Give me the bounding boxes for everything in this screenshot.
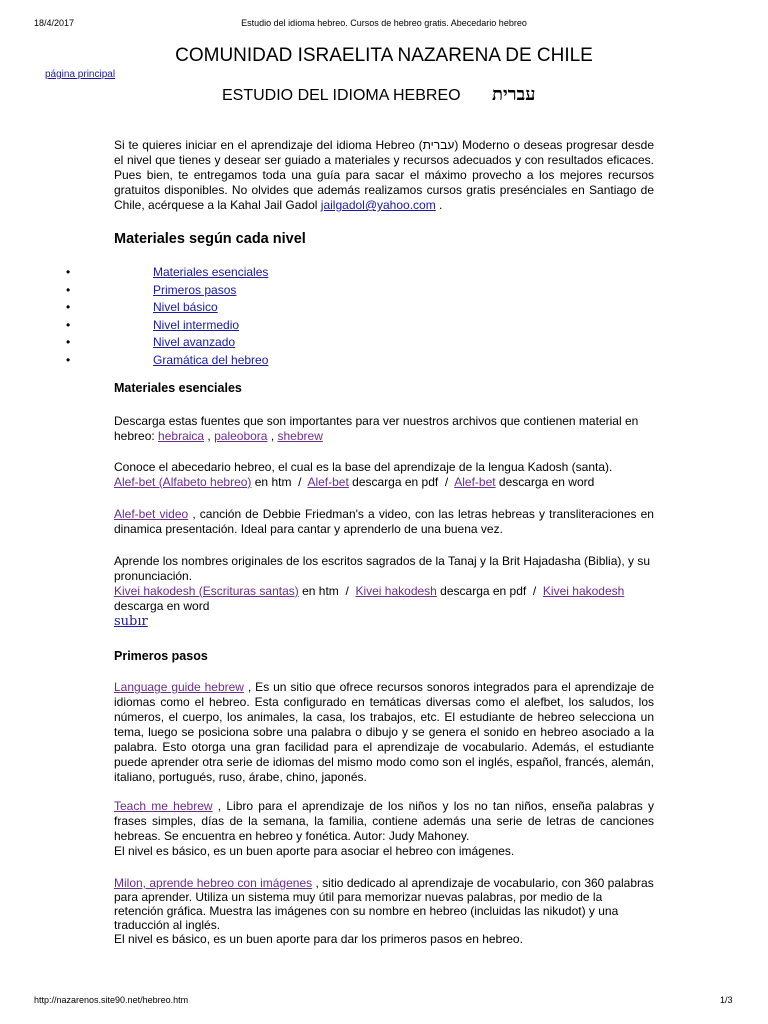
teach-me-level: El nivel es básico, es un buen aporte para asociar el hebreo con imágenes. (114, 844, 515, 858)
page-subtitle: ESTUDIO DEL IDIOMA HEBREO (222, 87, 461, 104)
bullet: • (66, 335, 71, 349)
alefbet-links-line (114, 475, 654, 490)
descarga-pdf-text: descarga en pdf / (348, 475, 455, 489)
bullet: • (66, 317, 71, 332)
kivei-word-text: descarga en word (114, 599, 210, 613)
menu-link-esenciales[interactable]: Materiales esenciales (153, 265, 269, 279)
language-guide-text: , Es un sitio que ofrece recursos sonoros integrados para el aprendizaje de idiomas como el hebreo. Esta configurado en temáticas diversas como el alefbet, los saludos, los números, el cuerpo, los animales, la casa, los trabajos, etc. El estudiante de hebreo selecciona un tema, luego se posiciona sobre una palabra o dibujo y se genera el sonido en hebreo asociado a la palabra. Esto otorga una gran facilidad para el aprendizaje de vocabulario. Además, el estudiante puede aprender otra serie de idiomas del mismo modo como son el inglés, español, francés, alemán, italiano, portugués, ruso, árabe, chino, japonés. (114, 680, 655, 784)
bullet: • (66, 352, 71, 367)
alefbet-video-link[interactable]: Alef-bet video (114, 507, 189, 521)
font-link-hebraica[interactable]: hebraica (158, 429, 205, 443)
descarga-word-text: descarga en word (495, 475, 595, 489)
back-to-top-link[interactable]: subır (114, 614, 148, 629)
milon-level: El nivel es básico, es un buen aporte para dar los primeros pasos en hebreo. (114, 932, 523, 946)
hebrew-subtitle: עברית (492, 84, 536, 105)
milon-link[interactable]: Milon, aprende hebreo con imágenes (114, 876, 313, 890)
teach-me-paragraph (114, 799, 654, 859)
kivei-pdf-link[interactable]: Kivei hakodesh (355, 584, 437, 598)
email-link[interactable]: jailgadol@yahoo.com (320, 198, 436, 212)
menu-link-intermedio[interactable]: Nivel intermedio (153, 317, 240, 332)
teach-me-hebrew-link[interactable]: Teach me hebrew (114, 799, 213, 813)
font-link-paleobora[interactable]: paleobora (214, 429, 268, 443)
video-text: , canción de Debbie Friedman's a video, con las letras hebreas y transliteraciones en dinamica presentación. Ideal para cantar y aprenderlo de una buena vez. (114, 507, 654, 536)
milon-text: , sitio dedicado al aprendizaje de vocabulario, con 360 palabras para aprender. Utiliza un sistema muy útil para memorizar nuevas palabras, por medio de la retención gráfica. Muestra las imágenes con su nombre en hebreo (incluidas las nikudot) y una traducción al inglés. (114, 876, 654, 932)
menu-link-gramatica[interactable]: Gramática del hebreo (153, 352, 269, 367)
menu-link-primeros[interactable]: Primeros pasos (153, 282, 237, 297)
alefbet-text: Conoce el abecedario hebreo, el cual es la base del aprendizaje de la lengua Kadosh (santa). (114, 460, 613, 474)
kivei-links-line (114, 584, 654, 599)
milon-paragraph (114, 876, 654, 946)
language-guide-link[interactable]: Language guide hebrew (114, 680, 244, 694)
en-htm-text: en htm / (298, 584, 356, 598)
alefbet-word-link[interactable]: Alef-bet (454, 475, 496, 489)
separator: , (204, 429, 215, 443)
teach-me-text: , Libro para el aprendizaje de los niños y los no tan niños, enseña palabras y frases simples, días de la semana, la familia, contiene además una serie de letras de canciones hebreas. Se encuentra en hebreo y fonética. Autor: Judy Mahoney. (114, 799, 655, 843)
intro-text: Si te quieres iniciar en el aprendizaje del idioma Hebreo (עברית) Moderno o deseas progresar desde el nivel que tienes y desear ser guiado a materiales y recursos adecuados y con resultados eficaces. Pues bien, te entregamos toda una guía para sacar el máximo provecho a los mejores recursos gratuitos disponibles. No olvides que además realizamos cursos gratis presénciales en Santiago de Chile, acérquese a la Kahal Jail Gadol (114, 138, 655, 212)
kivei-htm-link[interactable]: Kivei hakodesh (Escrituras santas) (114, 584, 299, 598)
materials-heading: Materiales según cada nivel (114, 231, 306, 247)
kivei-word-link[interactable]: Kivei hakodesh (542, 584, 625, 598)
home-link[interactable]: página principal (45, 69, 116, 80)
primeros-heading: Primeros pasos (114, 649, 208, 663)
bullet: • (66, 265, 71, 279)
esenciales-heading: Materiales esenciales (114, 381, 242, 395)
separator: , (267, 429, 278, 443)
menu-link-avanzado[interactable]: Nivel avanzado (153, 335, 236, 349)
print-page-number: 1/3 (720, 995, 733, 1005)
fonts-text: Descarga estas fuentes que son importantes para ver nuestros archivos que contienen material en hebreo: (114, 414, 639, 443)
fonts-paragraph (114, 414, 654, 444)
alefbet-pdf-link[interactable]: Alef-bet (307, 475, 349, 489)
bullet: • (66, 300, 71, 314)
en-htm-text: en htm / (251, 475, 308, 489)
descarga-pdf-text: descarga en pdf / (436, 584, 543, 598)
menu-link-basico[interactable]: Nivel básico (153, 300, 218, 314)
print-page-title: Estudio del idioma hebreo. Cursos de hebreo gratis. Abecedario hebreo (241, 18, 527, 28)
alefbet-htm-link[interactable]: Alef-bet (Alfabeto hebreo) (114, 475, 252, 489)
intro-end: . (435, 198, 443, 212)
page-title: COMUNIDAD ISRAELITA NAZARENA DE CHILE (175, 45, 593, 66)
print-date: 18/4/2017 (34, 18, 75, 28)
font-link-shebrew[interactable]: shebrew (277, 429, 323, 443)
alefbet-paragraph (114, 460, 654, 490)
video-paragraph (114, 507, 654, 537)
intro-paragraph (114, 138, 654, 213)
kivei-paragraph (114, 554, 654, 614)
bullet: • (66, 282, 71, 297)
kivei-text: Aprende los nombres originales de los escritos sagrados de la Tanaj y la Brit Hajadasha (Biblia), y su pronunciación. (114, 554, 651, 583)
language-guide-paragraph (114, 680, 654, 785)
print-url: http://nazarenos.site90.net/hebreo.htm (34, 995, 189, 1005)
